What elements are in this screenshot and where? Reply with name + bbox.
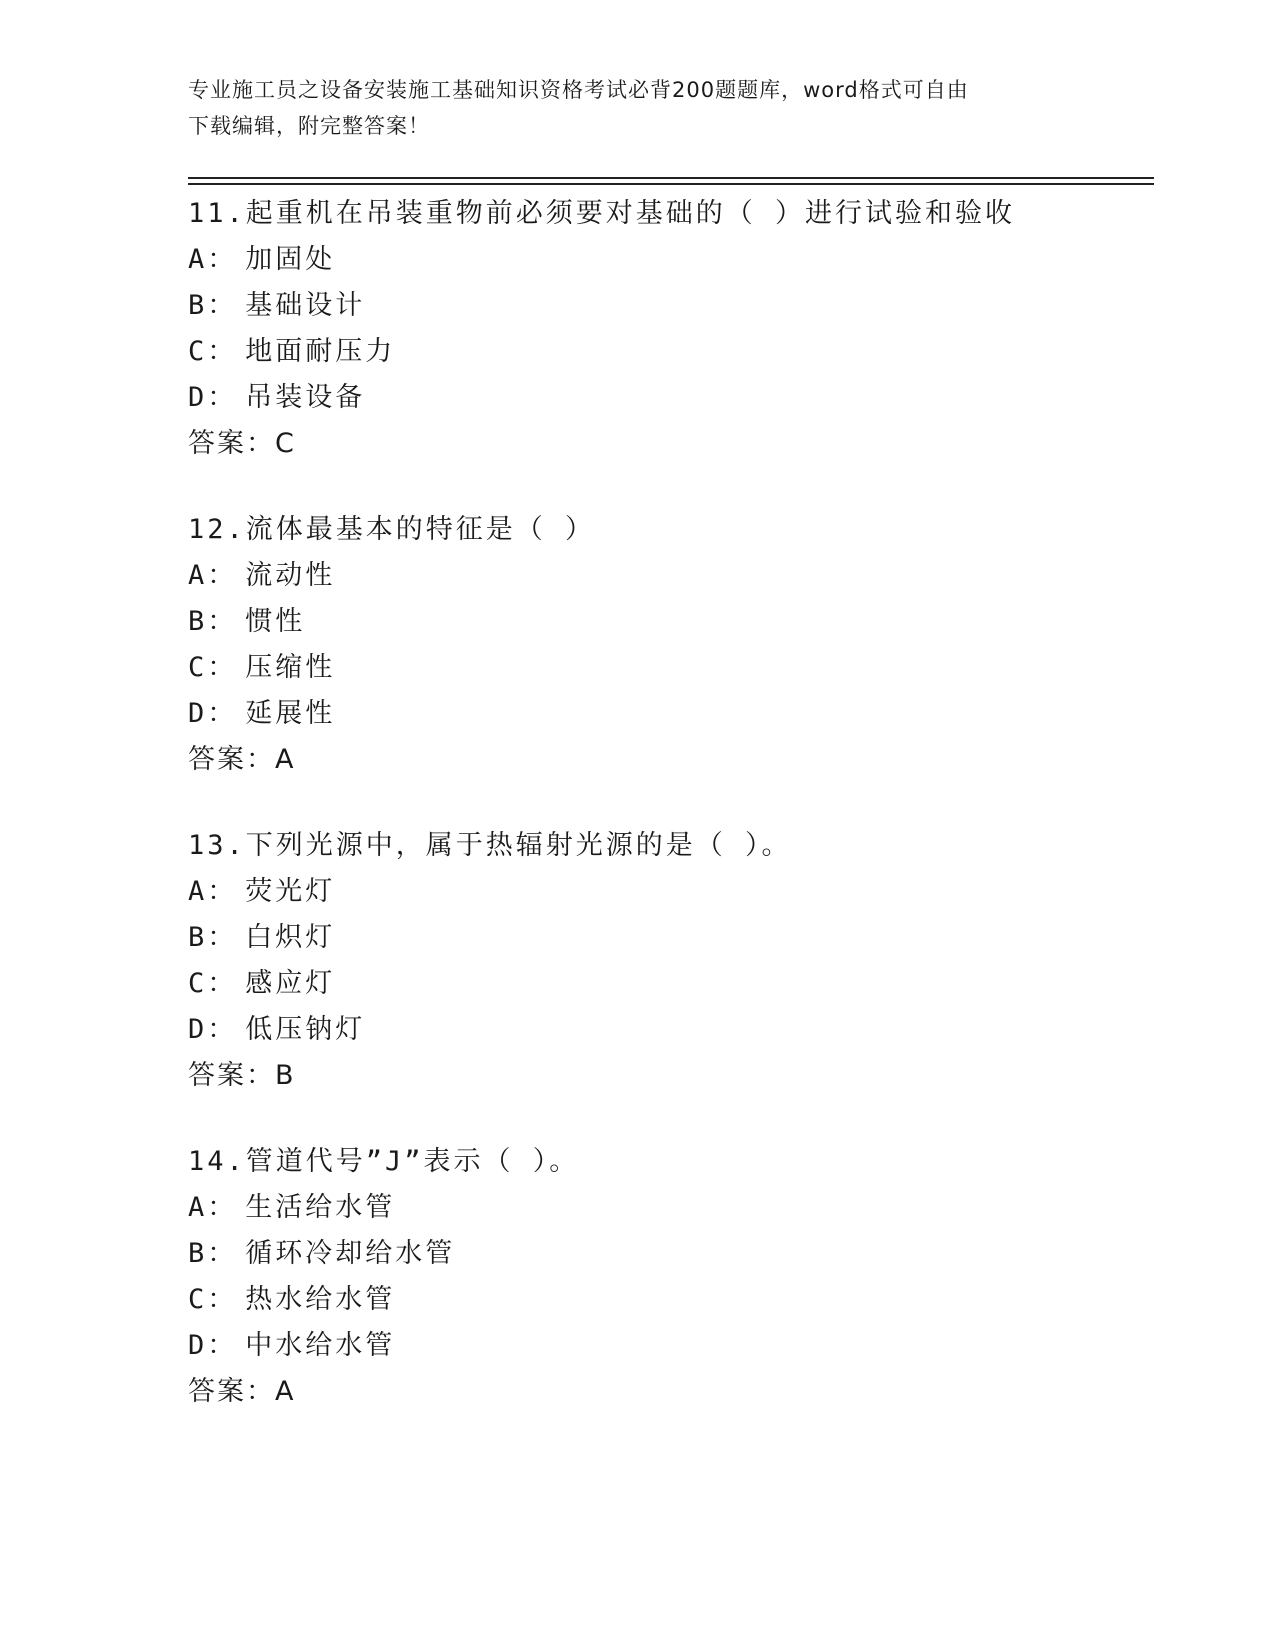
- option-text: 感应灯: [245, 968, 336, 999]
- option-text: 地面耐压力: [245, 336, 396, 367]
- header-divider-top: [188, 177, 1154, 179]
- header-line-1: 专业施工员之设备安装施工基础知识资格考试必背200题题库，word格式可自由: [188, 78, 969, 102]
- option-c: [188, 645, 1148, 691]
- option-key: C：: [188, 336, 238, 367]
- option-key: D：: [188, 698, 238, 729]
- option-key: C：: [188, 1284, 238, 1315]
- option-key: C：: [188, 968, 238, 999]
- option-key: B：: [188, 1238, 238, 1269]
- option-text: 热水给水管: [245, 1284, 396, 1315]
- option-text: 基础设计: [245, 290, 366, 321]
- option-text: 白炽灯: [245, 922, 336, 953]
- option-text: 惯性: [245, 606, 306, 637]
- option-a: [188, 553, 1148, 599]
- option-text: 加固处: [245, 244, 336, 275]
- option-key: D：: [188, 1014, 238, 1045]
- option-b: [188, 1231, 1148, 1277]
- question-stem: 14.管道代号”J”表示（ ）。: [188, 1146, 580, 1177]
- option-key: A：: [188, 244, 238, 275]
- option-key: D：: [188, 382, 238, 413]
- option-a: [188, 1185, 1148, 1231]
- option-text: 流动性: [245, 560, 336, 591]
- question-item: [188, 507, 1148, 783]
- option-key: A：: [188, 1192, 238, 1223]
- option-text: 中水给水管: [245, 1330, 396, 1361]
- option-b: [188, 915, 1148, 961]
- header-line-2: 下载编辑，附完整答案！: [188, 114, 430, 138]
- question-item: [188, 1139, 1148, 1415]
- option-text: 生活给水管: [245, 1192, 396, 1223]
- option-key: C：: [188, 652, 238, 683]
- option-key: B：: [188, 606, 238, 637]
- option-c: [188, 961, 1148, 1007]
- option-b: [188, 599, 1148, 645]
- option-d: [188, 375, 1148, 421]
- question-stem: 11.起重机在吊装重物前必须要对基础的（ ）进行试验和验收: [188, 198, 1016, 229]
- option-text: 循环冷却给水管: [245, 1238, 456, 1269]
- option-b: [188, 283, 1148, 329]
- option-text: 低压钠灯: [245, 1014, 366, 1045]
- option-text: 压缩性: [245, 652, 336, 683]
- document-header: [188, 72, 1088, 144]
- option-d: [188, 1007, 1148, 1053]
- option-key: A：: [188, 876, 238, 907]
- question-list: [188, 191, 1148, 1455]
- question-item: [188, 823, 1148, 1099]
- option-a: [188, 869, 1148, 915]
- option-text: 荧光灯: [245, 876, 336, 907]
- option-text: 吊装设备: [245, 382, 366, 413]
- option-d: [188, 1323, 1148, 1369]
- option-a: [188, 237, 1148, 283]
- option-key: B：: [188, 290, 238, 321]
- option-c: [188, 1277, 1148, 1323]
- option-text: 延展性: [245, 698, 336, 729]
- answer-line: 答案：A: [188, 1376, 296, 1407]
- option-d: [188, 691, 1148, 737]
- question-item: [188, 191, 1148, 467]
- question-stem: 12.流体最基本的特征是（ ）: [188, 514, 596, 545]
- option-key: B：: [188, 922, 238, 953]
- option-key: A：: [188, 560, 238, 591]
- header-divider-bottom: [188, 183, 1154, 185]
- option-c: [188, 329, 1148, 375]
- answer-line: 答案：B: [188, 1060, 296, 1091]
- answer-line: 答案：C: [188, 428, 296, 459]
- option-key: D：: [188, 1330, 238, 1361]
- answer-line: 答案：A: [188, 744, 296, 775]
- question-stem: 13.下列光源中，属于热辐射光源的是（ ）。: [188, 830, 792, 861]
